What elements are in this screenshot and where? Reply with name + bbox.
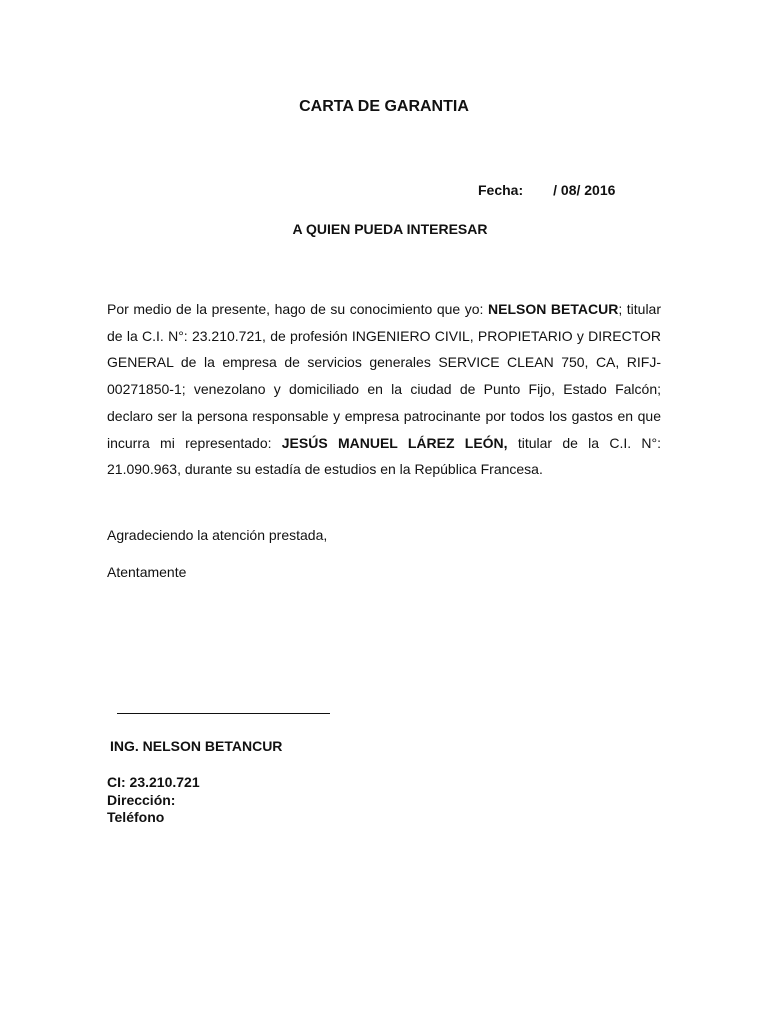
signature-line: [117, 713, 330, 714]
signer-ci: CI: 23.210.721: [107, 774, 200, 790]
regards-line: Atentamente: [107, 564, 187, 580]
date-value: / 08/ 2016: [553, 182, 616, 198]
date-label: Fecha:: [478, 182, 524, 198]
signer-name: ING. NELSON BETANCUR: [110, 738, 283, 754]
signer-details: [107, 774, 200, 827]
body-text-part-2: ; titular de la C.I. N°: 23.210.721, de profesión INGENIERO CIVIL, PROPIETARIO y DIRECTOR GENERAL de la empresa de servicios generales SERVICE CLEAN 750, CA, RIFJ-00271850-1; venezolano y domiciliado en la ciudad de Punto Fijo, Estado Falcón; declaro ser la persona responsable y empresa patrocinante por todos los gastos en que incurra mi representado:: [107, 301, 662, 451]
letter-title: CARTA DE GARANTIA: [299, 98, 469, 115]
letter-body-paragraph: [107, 296, 661, 483]
signer-address-label: Dirección:: [107, 791, 176, 808]
addressee-heading: A QUIEN PUEDA INTERESAR: [292, 221, 488, 237]
guarantor-name: NELSON BETACUR: [488, 301, 619, 317]
date-line: [478, 182, 615, 198]
body-text-part-1: Por medio de la presente, hago de su conocimiento que yo:: [107, 301, 488, 317]
beneficiary-name: JESÚS MANUEL LÁREZ LEÓN,: [281, 434, 508, 451]
thanks-line: Agradeciendo la atención prestada,: [107, 527, 328, 543]
signer-phone-label: Teléfono: [107, 809, 165, 825]
body-text-part-3: titular de la C.I. N°: 21.090.963, durante su estadía de estudios en la República Francesa.: [107, 434, 661, 478]
